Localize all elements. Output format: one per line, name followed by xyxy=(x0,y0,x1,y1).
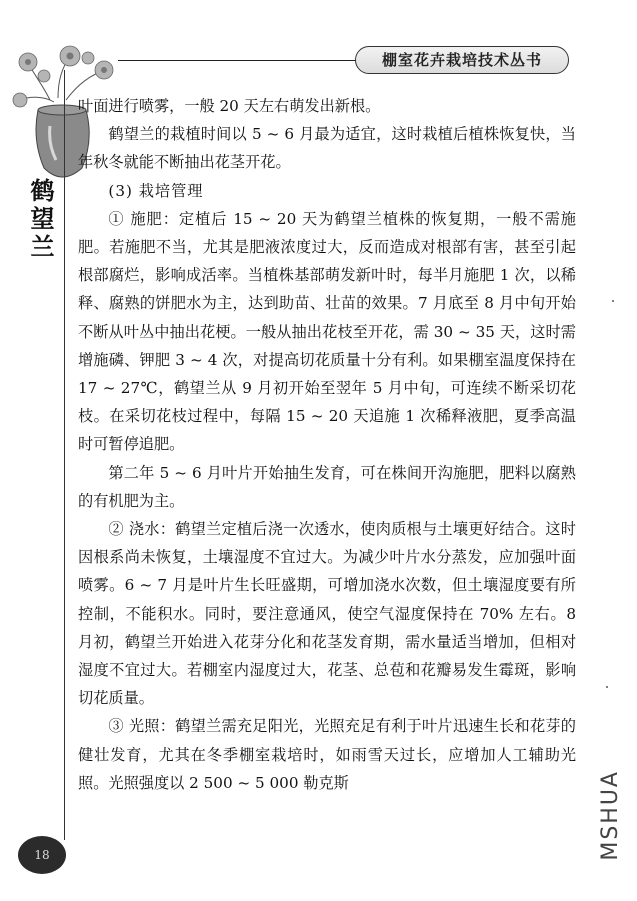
side-rule xyxy=(64,70,65,840)
scan-speck xyxy=(606,686,608,688)
series-title-badge: 棚室花卉栽培技术丛书 xyxy=(355,46,569,74)
scan-speck xyxy=(612,300,614,302)
paragraph: ② 浇水：鹤望兰定植后浇一次透水，使肉质根与土壤更好结合。这时因根系尚未恢复，土壤湿度不宜过大。为减少叶片水分蒸发，应加强叶面喷雾。6 ~ 7 月是叶片生长旺盛期，可增加浇水次数，但土壤湿度要有所控制，不能积水。同时，要注意通风，使空气湿度保持在 70% 左右。8 月初，鹤望兰开始进入花芽分化和花茎发育期，需水量适当增加，但相对湿度不宜过大。若棚室内湿度过大，花茎、总苞和花瓣易发生霉斑，影响切花质量。 xyxy=(78,520,576,708)
section-heading: (3) 栽培管理 xyxy=(108,181,204,200)
paragraph: 第二年 5 ~ 6 月叶片开始抽生发育，可在株间开沟施肥，肥料以腐熟的有机肥为主。 xyxy=(78,463,576,510)
paragraph: 鹤望兰的栽植时间以 5 ~ 6 月最为适宜，这时栽植后植株恢复快，当年秋冬就能不断抽出花茎开花。 xyxy=(78,125,576,172)
watermark: MSHUA xyxy=(598,770,623,861)
paragraph: 叶面进行喷雾，一般 20 天左右萌发出新根。 xyxy=(78,97,381,115)
paragraph: ① 施肥：定植后 15 ~ 20 天为鹤望兰植株的恢复期，一般不需施肥。若施肥不当，尤其是肥液浓度过大，反而造成对根部有害，甚至引起根部腐烂，影响成活率。当植株基部萌发新叶时，每半月施肥 1 次，以稀释、腐熟的饼肥水为主，达到助苗、壮苗的效果。7 月底至 8 月中旬开始不断从叶丛中抽出花梗。一般从抽出花枝至开花，需 30 ~ 35 天，这时需增施磷、钾肥 3 ~ 4 次，对提高切花质量十分有利。如果棚室温度保持在 17 ~ 27℃，鹤望兰从 9 月初开始至翌年 5 月中旬，可连续不断采切花枝。在采切花枝过程中，每隔 15 ~ 20 天追施 1 次稀释液肥，夏季高温时可暂停追肥。 xyxy=(78,209,576,454)
page-number: 18 xyxy=(18,836,66,874)
paragraph: ③ 光照：鹤望兰需充足阳光，光照充足有利于叶片迅速生长和花芽的健壮发育，尤其在冬季棚室栽培时，如雨雪天过长，应增加人工辅助光照。光照强度以 2 500 ~ 5 000 勒克斯 xyxy=(78,717,576,792)
chapter-side-title: 鹤望兰 xyxy=(26,178,55,262)
body-text xyxy=(78,92,576,797)
